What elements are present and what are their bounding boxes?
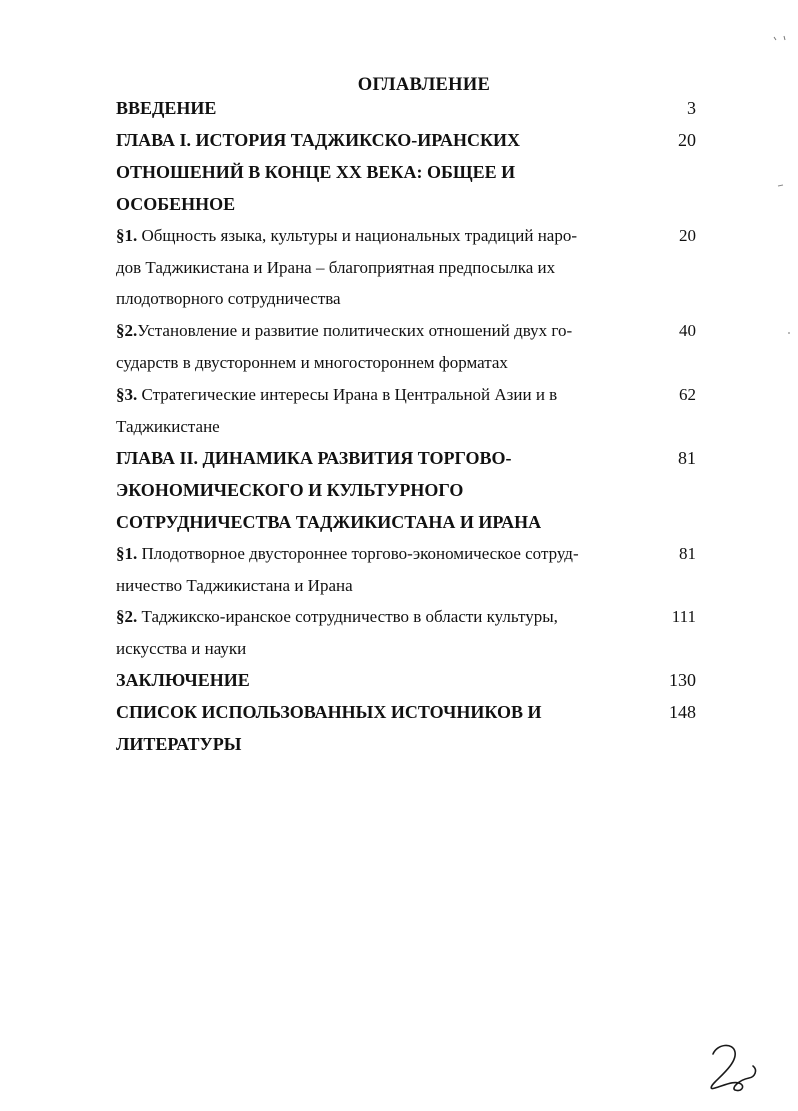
toc-entry-line: сударств в двустороннем и многостороннем форматах — [116, 352, 508, 372]
toc-entry-line: ЭКОНОМИЧЕСКОГО И КУЛЬТУРНОГО — [116, 480, 464, 500]
section-title: Установление и развитие политических отношений двух го- — [137, 321, 573, 340]
toc-page-number: 20 — [678, 130, 696, 150]
toc-entry-line: ОТНОШЕНИЙ В КОНЦЕ ХХ ВЕКА: ОБЩЕЕ И — [116, 162, 516, 182]
toc-page-number: 111 — [671, 607, 696, 626]
toc-page-number: 62 — [679, 385, 696, 404]
scan-speck — [786, 330, 792, 336]
toc-entry-text — [116, 442, 631, 538]
toc-entry-line: ЗАКЛЮЧЕНИЕ — [116, 670, 250, 690]
toc-page-number: 40 — [679, 321, 696, 340]
toc-page-number: 20 — [679, 226, 696, 245]
toc-entry-text — [116, 315, 631, 378]
toc-entry-line: ВВЕДЕНИЕ — [116, 98, 217, 118]
toc-entry-line: СПИСОК ИСПОЛЬЗОВАННЫХ ИСТОЧНИКОВ И — [116, 702, 542, 722]
section-number: §2. — [116, 607, 138, 626]
toc-entry-line — [116, 601, 631, 633]
toc-page-number: 81 — [678, 448, 696, 468]
toc-entry-text — [116, 538, 631, 601]
toc-page-number: 3 — [687, 98, 696, 118]
toc-entry-line: ГЛАВА II. ДИНАМИКА РАЗВИТИЯ ТОРГОВО- — [116, 448, 512, 468]
toc-page-number: 81 — [679, 544, 696, 563]
toc-page-number: 148 — [669, 702, 696, 722]
toc-entry-line: ничество Таджикистана и Ирана — [116, 575, 353, 595]
toc-entry-line — [116, 538, 631, 570]
section-title: Стратегические интересы Ирана в Центральной Азии и в — [137, 385, 558, 404]
section-title: Общность языка, культуры и национальных традиций наро- — [137, 226, 578, 245]
toc-entry-text — [116, 601, 631, 664]
section-title: Плодотворное двустороннее торгово-экономическое сотруд- — [137, 544, 579, 563]
toc-entry-line: ГЛАВА I. ИСТОРИЯ ТАДЖИКСКО-ИРАНСКИХ — [116, 130, 521, 150]
toc-entry-text — [116, 124, 631, 220]
toc-entry-line: ЛИТЕРАТУРЫ — [116, 734, 242, 754]
section-number: §1. — [116, 226, 138, 245]
toc-entry-text — [116, 379, 631, 442]
toc-entry-text — [116, 92, 631, 124]
toc-entry-line — [116, 315, 631, 347]
scan-speck — [776, 183, 786, 189]
toc-entry-line: искусства и науки — [116, 638, 247, 658]
section-title: Таджикско-иранское сотрудничество в области культуры, — [137, 607, 558, 626]
toc-entry-line — [116, 220, 631, 252]
toc-page-number: 130 — [669, 670, 696, 690]
toc-entry-text — [116, 664, 631, 696]
toc-entry-line: дов Таджикистана и Ирана – благоприятная предпосылка их — [116, 257, 556, 277]
toc-entry-text — [116, 696, 631, 760]
toc-entry-line: Таджикистане — [116, 416, 220, 436]
toc-entry-line: ОСОБЕННОЕ — [116, 194, 236, 214]
section-number: §2. — [116, 321, 138, 340]
toc-entry-line: СОТРУДНИЧЕСТВА ТАДЖИКИСТАНА И ИРАНА — [116, 512, 542, 532]
toc-entry-line — [116, 379, 631, 411]
handwritten-page-number — [705, 1040, 765, 1095]
section-number: §1. — [116, 544, 138, 563]
toc-title: ОГЛАВЛЕНИЕ — [357, 75, 491, 95]
section-number: §3. — [116, 385, 138, 404]
toc-entry-text — [116, 220, 631, 315]
toc-entry-line: плодотворного сотрудничества — [116, 289, 341, 308]
scan-speck — [772, 34, 792, 44]
